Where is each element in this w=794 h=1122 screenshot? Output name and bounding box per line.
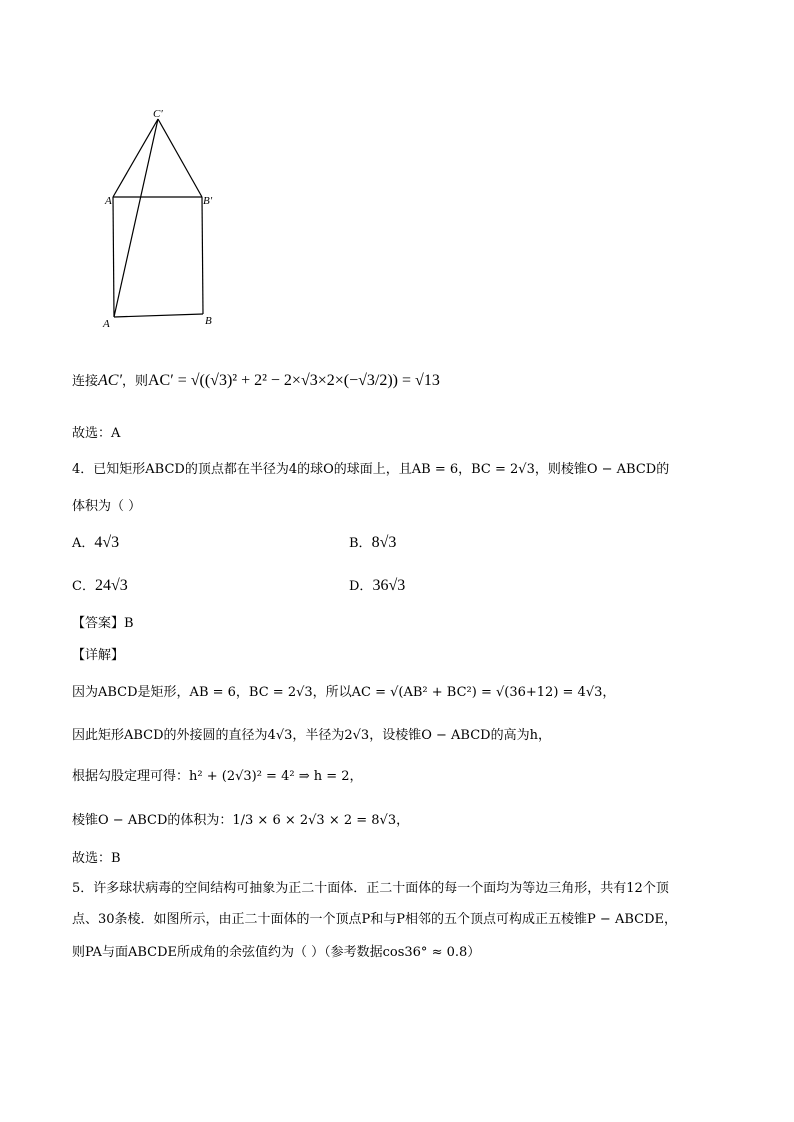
q4-option-d: D．36√3 (349, 577, 406, 594)
q4-step-2: 因此矩形ABCD的外接圆的直径为4√3，半径为2√3，设棱锥O − ABCD的高为h， (72, 728, 551, 743)
q4-option-c: C．24√3 (72, 577, 128, 594)
q4-stem-line2: 体积为（ ） (72, 499, 142, 514)
edge-abottom-bbottom (114, 314, 203, 317)
edge-atop-abottom (113, 197, 114, 317)
q4-answer: 【答案】B (72, 616, 134, 631)
label-b-prime: B′ (203, 195, 213, 207)
label-c-prime: C′ (153, 108, 163, 120)
q5-line2: 点、30条棱．如图所示，由正二十面体的一个顶点P和与P相邻的五个顶点可构成正五棱锥P − ABCDE， (72, 912, 677, 927)
q4-step-3: 根据勾股定理可得：h² + (2√3)² = 4² ⇒ h = 2， (72, 769, 363, 784)
prev-formula-line: 连接AC′，则AC′ = √((√3)² + 2² − 2×√3×2×(−√3/2)) = √13 (72, 372, 440, 389)
q5-line3: 则PA与面ABCDE所成角的余弦值约为（ ）（参考数据cos36° ≈ 0.8） (72, 945, 481, 960)
label-a-top: A (105, 195, 112, 207)
geometry-figure (95, 100, 235, 335)
prev-choose: 故选：A (72, 426, 121, 441)
label-a-bottom: A (103, 318, 110, 330)
edge-cprime-atop (113, 119, 158, 197)
q4-option-a: A．4√3 (72, 534, 120, 551)
q4-step-1: 因为ABCD是矩形，AB = 6，BC = 2√3，所以AC = √(AB² + BC²) = √(36+12) = 4√3， (72, 685, 616, 700)
q4-option-b: B．8√3 (349, 534, 397, 551)
edge-cprime-bprime (158, 119, 202, 197)
edge-cprime-abottom (114, 119, 158, 317)
ac-prime-formula: AC′ = √((√3)² + 2² − 2×√3×2×(−√3/2)) = √13 (147, 372, 440, 389)
label-b-bottom: B (205, 315, 212, 327)
q4-detail-heading: 【详解】 (72, 648, 125, 663)
q4-stem-line1: 4．已知矩形ABCD的顶点都在半径为4的球O的球面上，且AB = 6，BC = 2√3，则棱锥O − ABCD的 (72, 462, 670, 477)
q5-line1: 5．许多球状病毒的空间结构可抽象为正二十面体．正二十面体的每一个面均为等边三角形，共有12个顶 (72, 881, 669, 896)
q4-step-4: 棱锥O − ABCD的体积为：1/3 × 6 × 2√3 × 2 = 8√3， (72, 813, 410, 828)
q4-choose: 故选：B (72, 851, 121, 866)
edge-bprime-bbottom (202, 197, 203, 314)
